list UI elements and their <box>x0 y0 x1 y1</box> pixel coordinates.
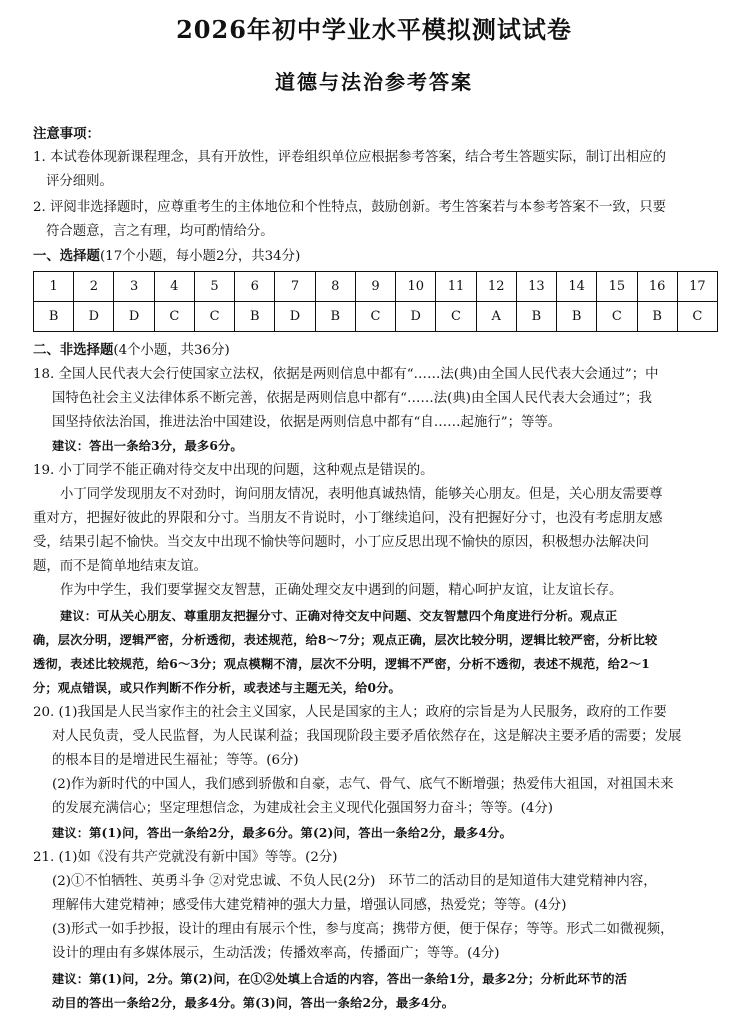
answer-table-answer-row <box>34 302 718 332</box>
q19-scoring-tip: 透彻，表述比较规范，给6～3分；观点模糊不清，层次不分明，逻辑不严密，分析不透彻，表述不规范，给2～1 <box>33 657 650 671</box>
answer-table <box>33 271 718 332</box>
q20-line: 对人民负责，受人民监督，为人民谋利益；我国现阶段主要矛盾依然存在，这是解决主要矛盾的需要；发展 <box>52 729 682 744</box>
answer-cell: B <box>637 302 677 332</box>
q20-line: 的根本目的是增进民生福祉；等等。(6分) <box>52 753 299 768</box>
question-number-cell: 7 <box>275 272 315 302</box>
q19-scoring-tip: 分；观点错误，或只作判断不作分析，或表述与主题无关，给0分。 <box>33 681 401 695</box>
q19-line: 重对方，把握好彼此的界限和分寸。当朋友不肯说时，小丁继续追问，没有把握好分寸，也没有考虑朋友感 <box>33 511 663 526</box>
answer-cell: D <box>114 302 154 332</box>
notes-line: 1. 本试卷体现新课程理念，具有开放性，评卷组织单位应根据参考答案，结合考生答题实际，制订出相应的 <box>33 150 666 165</box>
q21-line: (2)①不怕牺牲、英勇斗争 ②对党忠诚、不负人民(2分) 环节二的活动目的是知道伟大建党精神内容， <box>52 874 657 889</box>
q18-line: 国坚持依法治国，推进法治中国建设，依据是两则信息中都有“自……起施行”；等等。 <box>52 415 562 430</box>
question-number-cell: 4 <box>154 272 194 302</box>
q21-line: 21. (1)如《没有共产党就没有新中国》等等。(2分) <box>33 850 338 865</box>
answer-cell: C <box>355 302 395 332</box>
question-number-cell: 3 <box>114 272 154 302</box>
q18-scoring-tip: 建议：答出一条给3分，最多6分。 <box>52 439 243 453</box>
q19-scoring-tip: 确，层次分明，逻辑严密，分析透彻，表述规范，给8～7分；观点正确，层次比较分明，逻辑比较严密，分析比较 <box>33 633 658 647</box>
notes-line: 评分细则。 <box>46 174 113 189</box>
notes-line: 符合题意，言之有理，均可酌情给分。 <box>46 224 274 239</box>
q20-scoring-tip: 建议：第(1)问，答出一条给2分，最多6分。第(2)问，答出一条给2分，最多4分。 <box>52 826 512 840</box>
question-number-cell: 6 <box>235 272 275 302</box>
page-subtitle: 道德与法治参考答案 <box>275 70 473 94</box>
answer-cell: B <box>34 302 74 332</box>
page-title: 2026年初中学业水平模拟测试试卷 <box>176 15 572 44</box>
question-number-cell: 2 <box>74 272 114 302</box>
q21-line: 设计的理由有多媒体展示，生动活泼；传播效率高，传播面广；等等。(4分) <box>52 946 500 961</box>
answer-table-number-row <box>34 272 718 302</box>
section-heading <box>33 246 300 267</box>
notes-line: 2. 评阅非选择题时，应尊重考生的主体地位和个性特点，鼓励创新。考生答案若与本参考答案不一致，只要 <box>33 200 666 215</box>
section-note: (4个小题，共36分) <box>113 343 230 358</box>
q21-line: (3)形式一如手抄报，设计的理由有展示个性，参与度高；携带方便，便于保存；等等。形式二如微视频， <box>52 922 674 937</box>
q20-line: 的发展充满信心；坚定理想信念，为建成社会主义现代化强国努力奋斗；等等。(4分) <box>52 801 554 816</box>
q21-scoring-tip: 动目的答出一条给2分，最多4分。第(3)问，答出一条给2分，最多4分。 <box>52 996 455 1010</box>
answer-cell: B <box>235 302 275 332</box>
q19-line: 题，而不是简单地结束友谊。 <box>33 559 208 574</box>
q18-line: 18. 全国人民代表大会行使国家立法权，依据是两则信息中都有“……法(典)由全国人民代表大会通过”；中 <box>33 367 659 382</box>
q18-line: 国特色社会主义法律体系不断完善，依据是两则信息中都有“……法(典)由全国人民代表大会通过”；我 <box>52 391 652 406</box>
question-number-cell: 15 <box>597 272 637 302</box>
section-note: (17个小题，每小题2分，共34分) <box>99 249 301 264</box>
question-number-cell: 16 <box>637 272 677 302</box>
answer-cell: B <box>516 302 556 332</box>
section-title: 一、选择题 <box>33 248 100 264</box>
answer-cell: C <box>677 302 717 332</box>
answer-cell: C <box>154 302 194 332</box>
answer-cell: A <box>476 302 516 332</box>
question-number-cell: 17 <box>677 272 717 302</box>
question-number-cell: 1 <box>34 272 74 302</box>
question-number-cell: 11 <box>436 272 476 302</box>
answer-cell: C <box>194 302 234 332</box>
question-number-cell: 8 <box>315 272 355 302</box>
answer-cell: C <box>597 302 637 332</box>
section-title: 二、非选择题 <box>33 342 114 358</box>
answer-cell: D <box>74 302 114 332</box>
question-number-cell: 9 <box>355 272 395 302</box>
q19-line: 小丁同学发现朋友不对劲时，询问朋友情况，表明他真诚热情，能够关心朋友。但是，关心朋友需要尊 <box>60 487 663 502</box>
answer-cell: B <box>557 302 597 332</box>
notes-heading: 注意事项： <box>33 126 100 142</box>
question-number-cell: 12 <box>476 272 516 302</box>
q20-line: 20. (1)我国是人民当家作主的社会主义国家，人民是国家的主人；政府的宗旨是为人民服务，政府的工作要 <box>33 705 667 720</box>
question-number-cell: 5 <box>194 272 234 302</box>
question-number-cell: 10 <box>396 272 436 302</box>
q19-line: 作为中学生，我们要掌握交友智慧，正确处理交友中遇到的问题，精心呵护友谊，让友谊长存。 <box>60 583 623 598</box>
q19-line: 19. 小丁同学不能正确对待交友中出现的问题，这种观点是错误的。 <box>33 463 434 478</box>
q19-line: 受，结果引起不愉快。当交友中出现不愉快等问题时，小丁应反思出现不愉快的原因，积极想办法解决问 <box>33 535 649 550</box>
q21-line: 理解伟大建党精神；感受伟大建党精神的强大力量，增强认同感，热爱党；等等。(4分) <box>52 898 567 913</box>
section-heading <box>33 340 230 361</box>
question-number-cell: 14 <box>557 272 597 302</box>
answer-cell: C <box>436 302 476 332</box>
answer-cell: D <box>396 302 436 332</box>
q21-scoring-tip: 建议：第(1)问，2分。第(2)问，在①②处填上合适的内容，答出一条给1分，最多2分；分析此环节的活 <box>52 972 628 986</box>
q20-line: (2)作为新时代的中国人，我们感到骄傲和自豪，志气、骨气、底气不断增强；热爱伟大祖国，对祖国未来 <box>52 777 674 792</box>
q19-scoring-tip: 建议：可从关心朋友、尊重朋友把握分寸、正确对待交友中问题、交友智慧四个角度进行分析。观点正 <box>60 609 618 623</box>
answer-cell: D <box>275 302 315 332</box>
answer-cell: B <box>315 302 355 332</box>
question-number-cell: 13 <box>516 272 556 302</box>
